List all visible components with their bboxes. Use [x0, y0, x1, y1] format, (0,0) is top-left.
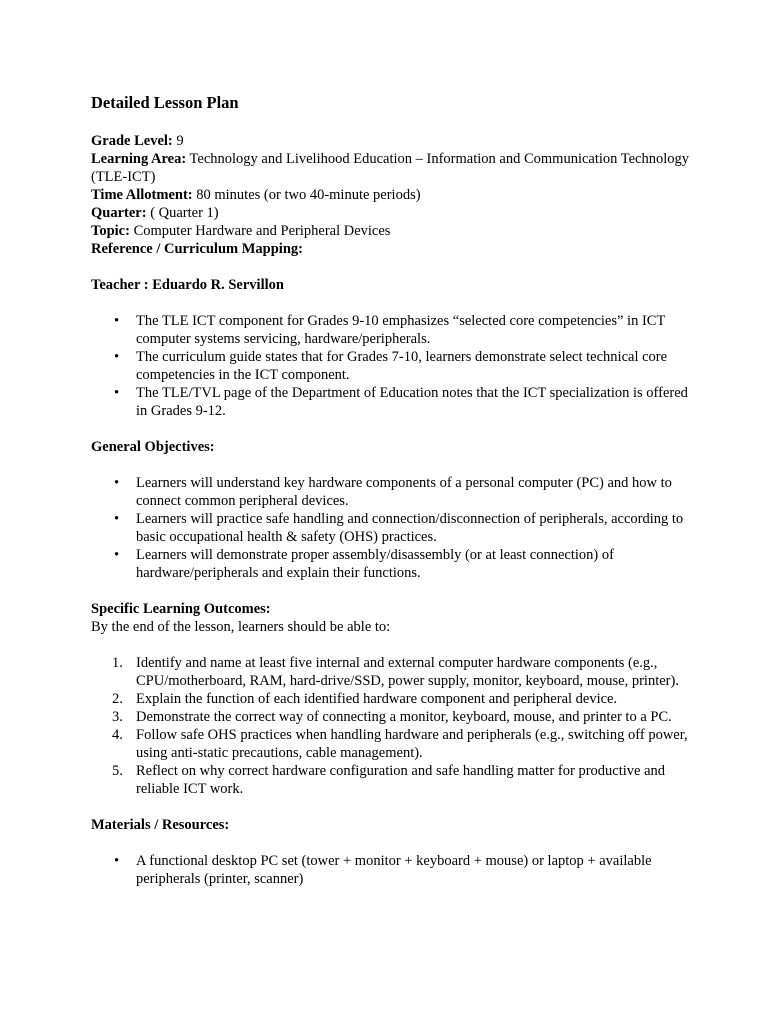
- document-title: Detailed Lesson Plan: [91, 93, 239, 112]
- time-allotment-label: Time Allotment:: [91, 187, 193, 203]
- reference-mapping: [91, 240, 691, 258]
- bullet-icon: •: [114, 547, 120, 563]
- bullet-icon: •: [114, 511, 120, 527]
- bullet-icon: •: [114, 313, 120, 329]
- list-item-text: The TLE/TVL page of the Department of Education notes that the ICT specialization is offered in Grades 9-12.: [136, 385, 688, 419]
- list-number: 3.: [112, 709, 123, 725]
- list-number: 5.: [112, 763, 123, 779]
- general-objectives-list: [91, 474, 691, 582]
- spacer: [91, 456, 691, 474]
- specific-outcomes-intro: By the end of the lesson, learners should be able to:: [91, 619, 391, 635]
- grade-level-value: 9: [172, 133, 184, 149]
- teacher-line: Teacher : Eduardo R. Servillon: [91, 277, 284, 293]
- list-item-text: Learners will demonstrate proper assembly/disassembly (or at least connection) of hardware/peripherals and explain their functions.: [136, 547, 614, 581]
- list-item-text: The curriculum guide states that for Grades 7-10, learners demonstrate select technical core competencies in the ICT component.: [136, 349, 668, 383]
- list-item-text: Demonstrate the correct way of connecting a monitor, keyboard, mouse, and printer to a PC.: [136, 709, 672, 725]
- topic-label: Topic:: [91, 223, 130, 239]
- list-item: [91, 726, 691, 762]
- specific-outcomes-list: [91, 654, 691, 798]
- quarter-value: ( Quarter 1): [146, 205, 219, 221]
- topic-value: Computer Hardware and Peripheral Devices: [129, 223, 391, 239]
- time-allotment-value: 80 minutes (or two 40-minute periods): [192, 187, 421, 203]
- list-item: [91, 762, 691, 798]
- list-number: 4.: [112, 727, 123, 743]
- list-item-text: Explain the function of each identified hardware component and peripheral device.: [136, 691, 618, 707]
- list-item-text: Learners will understand key hardware components of a personal computer (PC) and how to connect common peripheral devices.: [136, 475, 672, 509]
- list-item: [91, 348, 691, 384]
- spacer: [91, 420, 691, 438]
- list-item: [91, 654, 691, 690]
- grade-level-label: Grade Level:: [91, 133, 173, 149]
- quarter: [91, 204, 691, 222]
- list-item: [91, 312, 691, 348]
- list-item: [91, 852, 691, 888]
- list-item: [91, 546, 691, 582]
- list-item: [91, 690, 691, 708]
- spacer: [91, 258, 691, 276]
- bullet-icon: •: [114, 475, 120, 491]
- learning-area: [91, 150, 691, 186]
- spacer: [91, 834, 691, 852]
- spacer: [91, 294, 691, 312]
- list-item-text: The TLE ICT component for Grades 9-10 emphasizes “selected core competencies” in ICT computer systems servicing, hardware/peripherals.: [136, 313, 666, 347]
- list-item: [91, 384, 691, 420]
- grade-level: [91, 132, 691, 150]
- quarter-label: Quarter:: [91, 205, 147, 221]
- learning-area-label: Learning Area:: [91, 151, 187, 167]
- bullet-icon: •: [114, 385, 120, 401]
- bullet-icon: •: [114, 853, 120, 869]
- spacer: [91, 636, 691, 654]
- materials-heading: Materials / Resources:: [91, 817, 230, 833]
- list-item: [91, 474, 691, 510]
- list-item-text: Learners will practice safe handling and connection/disconnection of peripherals, according to basic occupational health & safety (OHS) practices.: [136, 511, 684, 545]
- spacer: [91, 582, 691, 600]
- list-item-text: Reflect on why correct hardware configuration and safe handling matter for productive and reliable ICT work.: [136, 763, 666, 797]
- materials-list: [91, 852, 691, 888]
- bullet-icon: •: [114, 349, 120, 365]
- reference-mapping-label: Reference / Curriculum Mapping:: [91, 241, 303, 257]
- spacer: [91, 798, 691, 816]
- list-item-text: A functional desktop PC set (tower + monitor + keyboard + mouse) or laptop + available peripherals (printer, scanner): [136, 853, 652, 887]
- learning-area-value: Technology and Livelihood Education – Information and Communication Technology (TLE-ICT): [91, 151, 690, 185]
- general-objectives-heading: General Objectives:: [91, 439, 215, 455]
- time-allotment: [91, 186, 691, 204]
- specific-outcomes-heading: Specific Learning Outcomes:: [91, 601, 271, 617]
- list-item-text: Follow safe OHS practices when handling hardware and peripherals (e.g., switching off power, using anti-static precautions, cable management).: [136, 727, 688, 761]
- list-number: 2.: [112, 691, 123, 707]
- list-item-text: Identify and name at least five internal and external computer hardware components (e.g., CPU/motherboard, RAM, hard-drive/SSD, power supply, monitor, keyboard, mouse, printer).: [136, 655, 679, 689]
- list-item: [91, 510, 691, 546]
- document-page: [91, 93, 691, 888]
- list-number: 1.: [112, 655, 123, 671]
- list-item: [91, 708, 691, 726]
- topic: [91, 222, 691, 240]
- reference-list: [91, 312, 691, 420]
